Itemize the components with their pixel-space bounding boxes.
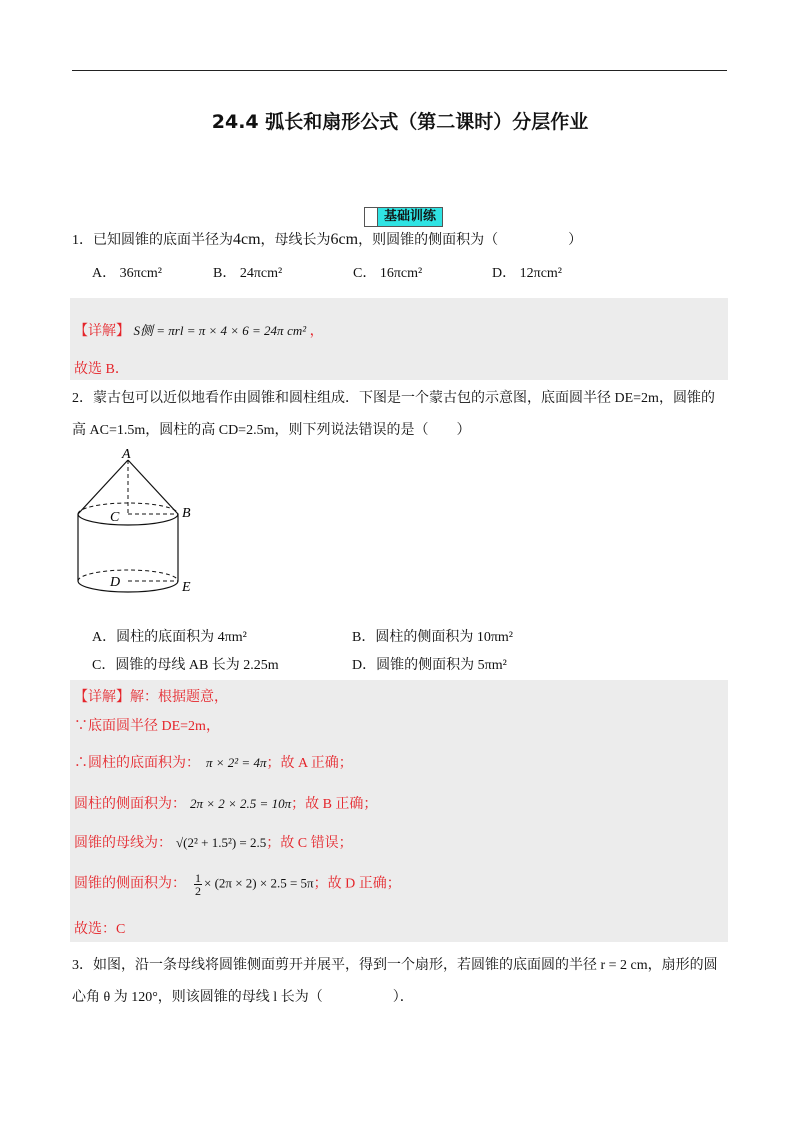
q1-detail-tag: 【详解】 <box>74 324 130 339</box>
label-d: D <box>110 575 121 590</box>
option-value: 圆柱的底面积为 4πm² <box>116 630 247 645</box>
section-marker <box>365 208 378 226</box>
section-badge <box>364 207 443 227</box>
fraction-numerator: 1 <box>195 871 201 885</box>
q1-detail-end: ， <box>309 324 324 339</box>
option-letter: A． <box>92 630 117 645</box>
q2-step-5-fraction <box>194 872 202 897</box>
q1-option-a[interactable] <box>92 262 162 282</box>
page-title: 24.4 弧长和扇形公式（第二课时）分层作业 <box>211 111 589 133</box>
q3-stem-line2: 心角 θ 为 120°，则该圆锥的母线 l 长为（ ）． <box>72 990 414 1005</box>
q2-step-4-tail: ；故 C 错误； <box>266 836 353 851</box>
q2-step-1: ∵底面圆半径 DE=2m， <box>74 719 220 734</box>
q2-step-3 <box>74 793 377 813</box>
q2-step-4-formula: √(2² + 1.5²) = 2.5 <box>176 835 267 850</box>
q2-step-2-formula: π × 2² = 4π <box>206 755 267 770</box>
label-a: A <box>122 447 131 462</box>
q2-step-4-text: 圆锥的母线为： <box>74 836 172 851</box>
option-letter: A． <box>92 266 117 281</box>
q1-option-b[interactable] <box>213 262 282 282</box>
q2-option-b[interactable] <box>352 626 513 646</box>
q2-detail-head <box>74 686 228 706</box>
q1-text-a: 1．已知圆锥的底面半径为 <box>72 233 233 248</box>
q1-option-c[interactable] <box>353 262 422 282</box>
q2-detail-intro: 解：根据题意， <box>130 690 228 705</box>
q2-step-2-text: ∴圆柱的底面积为： <box>74 756 200 771</box>
q2-step-5-tail: ；故 D 正确； <box>313 876 401 892</box>
q1-text-c: ，则圆锥的侧面积为（ ） <box>358 233 583 248</box>
q2-option-c[interactable] <box>92 654 279 674</box>
q2-detail-tag: 【详解】 <box>74 690 130 705</box>
q2-conclusion: 故选：C <box>74 922 126 937</box>
fraction-denominator: 2 <box>195 884 201 898</box>
q2-option-d[interactable] <box>352 654 507 674</box>
option-value: 24πcm² <box>239 266 283 281</box>
option-letter: B． <box>213 266 237 281</box>
option-value: 圆柱的侧面积为 10πm² <box>375 630 513 645</box>
option-value: 16πcm² <box>379 266 423 281</box>
q3-stem-line1: 3．如图，沿一条母线将圆锥侧面剪开并展平，得到一个扇形，若圆锥的底面圆的半径 r = 2 cm，扇形的圆 <box>72 958 718 973</box>
q1-radius: 4cm <box>233 231 261 248</box>
option-letter: C． <box>353 266 377 281</box>
label-b: B <box>182 506 191 521</box>
option-letter: D． <box>492 266 517 281</box>
q1-detail-formula: S侧 = πrl = π × 4 × 6 = 24π <box>133 323 284 338</box>
q2-step-3-text: 圆柱的侧面积为： <box>74 797 186 812</box>
option-letter: C． <box>92 658 116 673</box>
q2-step-5-text: 圆锥的侧面积为： <box>74 876 186 892</box>
header-rule <box>72 70 727 71</box>
option-value: 36πcm² <box>119 266 162 281</box>
option-value: 12πcm² <box>519 266 562 281</box>
q2-step-2-tail: ；故 A 正确； <box>266 756 353 771</box>
option-letter: D． <box>352 658 377 673</box>
label-c: C <box>110 510 120 525</box>
label-e: E <box>182 580 191 595</box>
q2-step-3-formula: 2π × 2 × 2.5 = 10π <box>190 796 292 811</box>
q1-option-d[interactable] <box>492 262 562 282</box>
q2-step-5 <box>74 872 401 897</box>
q2-step-5-formula: × (2π × 2) × 2.5 = 5π <box>204 875 314 891</box>
q2-stem-line2: 高 AC=1.5m，圆柱的高 CD=2.5m，则下列说法错误的是（ ） <box>72 423 471 438</box>
q1-slant: 6cm <box>330 231 359 248</box>
option-value: 圆锥的侧面积为 5πm² <box>376 658 507 673</box>
q1-conclusion: 故选 B． <box>74 362 129 377</box>
q2-answer-box <box>70 680 728 942</box>
q1-detail-unit: cm² <box>287 323 307 338</box>
q2-step-4 <box>74 832 353 852</box>
option-value: 圆锥的母线 AB 长为 2.25m <box>115 658 279 673</box>
q2-step-2 <box>74 752 353 772</box>
q2-option-a[interactable] <box>92 626 247 646</box>
q1-detail-line <box>74 320 324 340</box>
q1-stem <box>72 229 582 249</box>
q1-text-b: ，母线长为 <box>260 233 331 248</box>
q2-step-3-tail: ；故 B 正确； <box>291 797 378 812</box>
q1-answer-box <box>70 298 728 380</box>
section-label: 基础训练 <box>378 208 442 226</box>
option-letter: B． <box>352 630 376 645</box>
q2-stem-line1: 2．蒙古包可以近似地看作由圆锥和圆柱组成．下图是一个蒙古包的示意图，底面圆半径 DE=2m，圆锥的 <box>72 391 715 406</box>
yurt-figure <box>72 446 212 606</box>
